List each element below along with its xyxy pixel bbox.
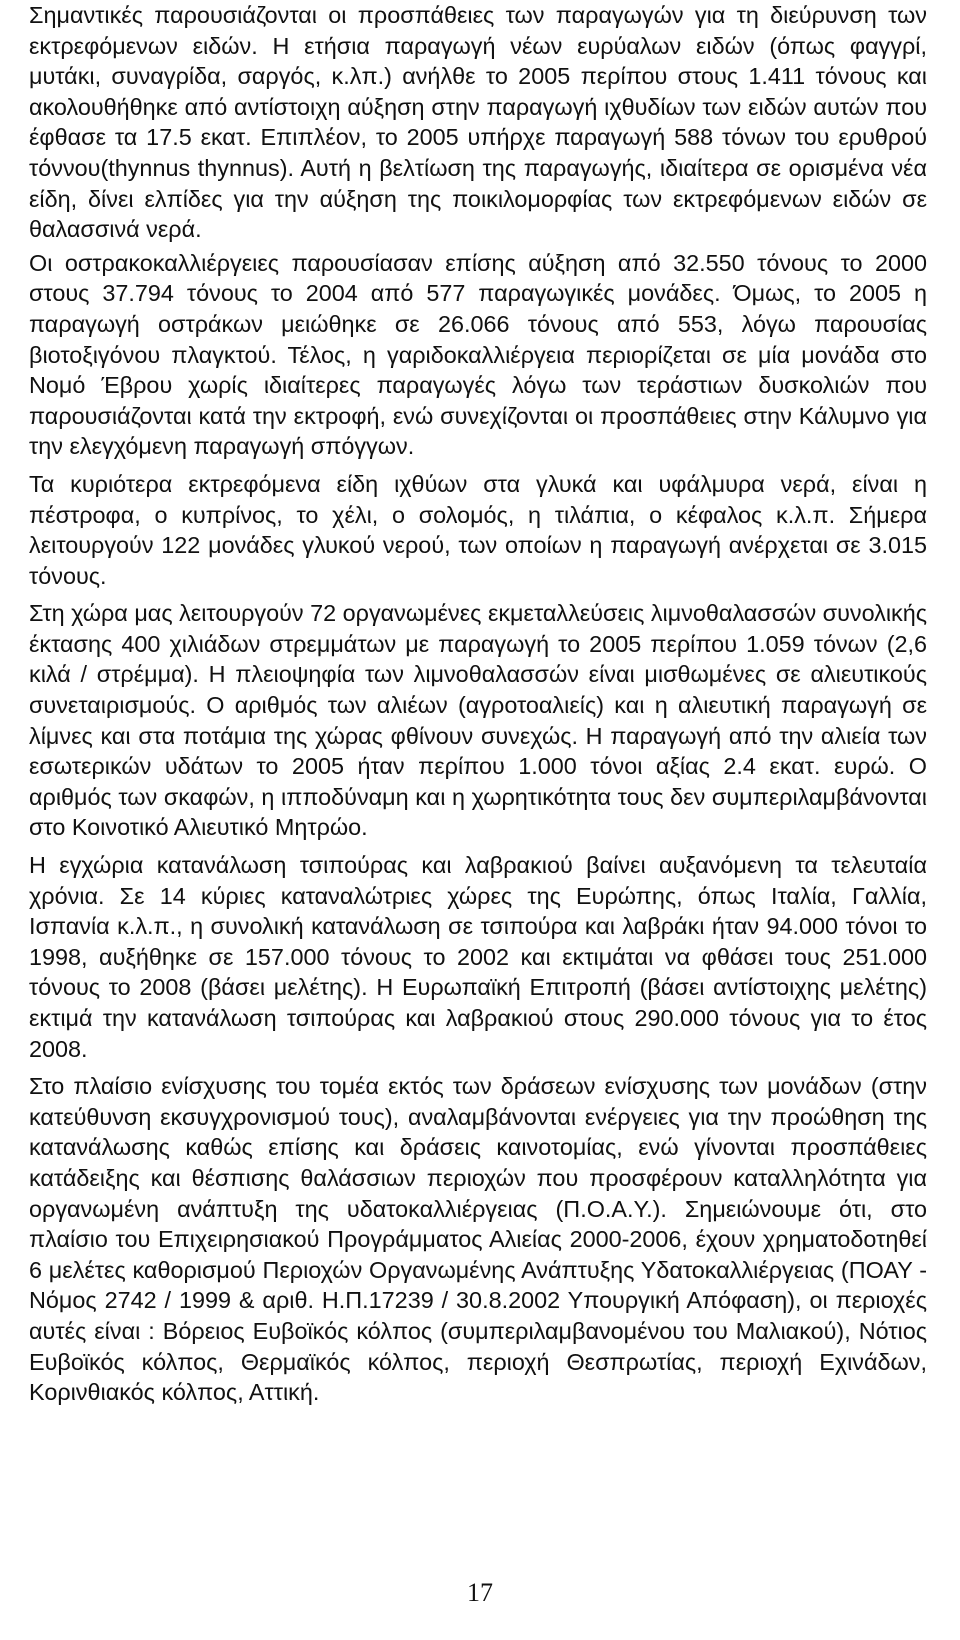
paragraph-new-species: Σημαντικές παρουσιάζονται οι προσπάθειες των παραγωγών για τη διεύρυνση των εκτρεφόμενων ειδών. Η ετήσια παραγωγή νέων ευρύαλων ειδών (όπως φαγγρί, μυτάκι, συναγρίδα, σαργός, κ.λπ.) ανήλθε το 2005 περίπου στους 1.411 τόνους και ακολουθήθηκε από αντίστοιχη αύξηση στην παραγωγή ιχθυδίων των ειδών αυτών που έφθασε τα 17.5 εκατ. Επιπλέον, το 2005 υπήρχε παραγωγή 588 τόνων του ερυθρού τόννου(thynnus thynnus). Αυτή η βελτίωση της παραγωγής, ιδιαίτερα σε ορισμένα νέα είδη, δίνει ελπίδες για την αύξηση της ποικιλομορφίας των εκτρεφόμενων ειδών σε θαλασσινά νερά. [29, 2, 927, 243]
paragraph-support-actions: Στο πλαίσιο ενίσχυσης του τομέα εκτός των δράσεων ενίσχυσης των μονάδων (στην κατεύθυνση εκσυγχρονισμού τους), αναλαμβάνονται ενέργειες για την προώθηση της κατανάλωσης καθώς επίσης και δράσεις καινοτομίας, ενώ γίνονται προσπάθειες κατάδειξης και θέσπισης θαλάσσιων περιοχών που προσφέρουν καταλληλότητα για οργανωμένη ανάπτυξη της υδατοκαλλιέργειας (Π.Ο.Α.Υ.). Σημειώνουμε ότι, στο πλαίσιο του Επιχειρησιακού Προγράμματος Αλιείας 2000-2006, έχουν χρηματοδοτηθεί 6 μελέτες καθορισμού Περιοχών Οργανωμένης Ανάπτυξης Υδατοκαλλιέργειας (ΠΟΑΥ - Νόμος 2742 / 1999 & αριθ. Η.Π.17239 / 30.8.2002 Υπουργική Απόφαση), οι περιοχές αυτές είναι : Βόρειος Ευβοϊκός κόλπος (συμπεριλαμβανομένου του Μαλιακού), Νότιος Ευβοϊκός κόλπος, Θερμαϊκός κόλπος, περιοχή Θεσπρωτίας, περιοχή Εχινάδων, Κορινθιακός κόλπος, Αττική. [29, 1073, 927, 1406]
paragraph-consumption: Η εγχώρια κατανάλωση τσιπούρας και λαβρακιού βαίνει αυξανόμενη τα τελευταία χρόνια. Σε 14 κύριες καταναλώτριες χώρες της Ευρώπης, όπως Ιταλία, Γαλλία, Ισπανία κ.λ.π., η συνολική κατανάλωση σε τσιπούρα και λαβράκι ήταν 94.000 τόνοι το 1998, αυξήθηκε σε 157.000 τόνους το 2002 και εκτιμάται να φθάσει τους 251.000 τόνους το 2008 (βάσει μελέτης). Η Ευρωπαϊκή Επιτροπή (βάσει αντίστοιχης μελέτης) εκτιμά την κατανάλωση τσιπούρας και λαβρακιού στους 290.000 τόνους για το έτος 2008. [29, 852, 927, 1062]
paragraph-freshwater-species: Τα κυριότερα εκτρεφόμενα είδη ιχθύων στα γλυκά και υφάλμυρα νερά, είναι η πέστροφα, ο κυπρίνος, το χέλι, ο σολομός, η τιλάπια, ο κέφαλος κ.λ.π. Σήμερα λειτουργούν 122 μονάδες γλυκού νερού, των οποίων η παραγωγή ανέρχεται σε 3.015 τόνους. [29, 470, 927, 589]
paragraph-shellfish: Οι οστρακοκαλλιέργειες παρουσίασαν επίσης αύξηση από 32.550 τόνους το 2000 στους 37.794 τόνους το 2004 από 577 παραγωγικές μονάδες. Όμως, το 2005 η παραγωγή οστράκων μειώθηκε σε 26.066 τόνους από 553, λόγω παρουσίας βιοτοξιγόνου πλαγκτού. Τέλος, η γαριδοκαλλιέργεια περιορίζεται σε μία μονάδα στο Νομό Έβρου χωρίς ιδιαίτερες παραγωγές λόγω των τεράστιων δυσκολιών που παρουσιάζονται κατά την εκτροφή, ενώ συνεχίζονται οι προσπάθειες στην Κάλυμνο για την ελεγχόμενη παραγωγή σπόγγων. [29, 249, 927, 460]
page-number: 17 [467, 1578, 493, 1607]
document-body [29, 0, 927, 1418]
paragraph-lagoons: Στη χώρα μας λειτουργούν 72 οργανωμένες εκμεταλλεύσεις λιμνοθαλασσών συνολικής έκτασης 400 χιλιάδων στρεμμάτων με παραγωγή το 2005 περίπου 1.059 τόνων (2,6 κιλά / στρέμμα). Η πλειοψηφία των λιμνοθαλασσών είναι μισθωμένες σε αλιευτικούς συνεταιρισμούς. Ο αριθμός των αλιέων (αγροτοαλιείς) και η αλιευτική παραγωγή σε λίμνες και στα ποτάμια της χώρας φθίνουν συνεχώς. Η παραγωγή από την αλιεία των εσωτερικών υδάτων το 2005 ήταν περίπου 1.000 τόνοι αξίας 2.4 εκατ. ευρώ. Ο αριθμός των σκαφών, η ιπποδύναμη και η χωρητικότητα τους δεν συμπεριλαμβάνονται στο Κοινοτικό Αλιευτικό Μητρώο. [29, 600, 927, 841]
